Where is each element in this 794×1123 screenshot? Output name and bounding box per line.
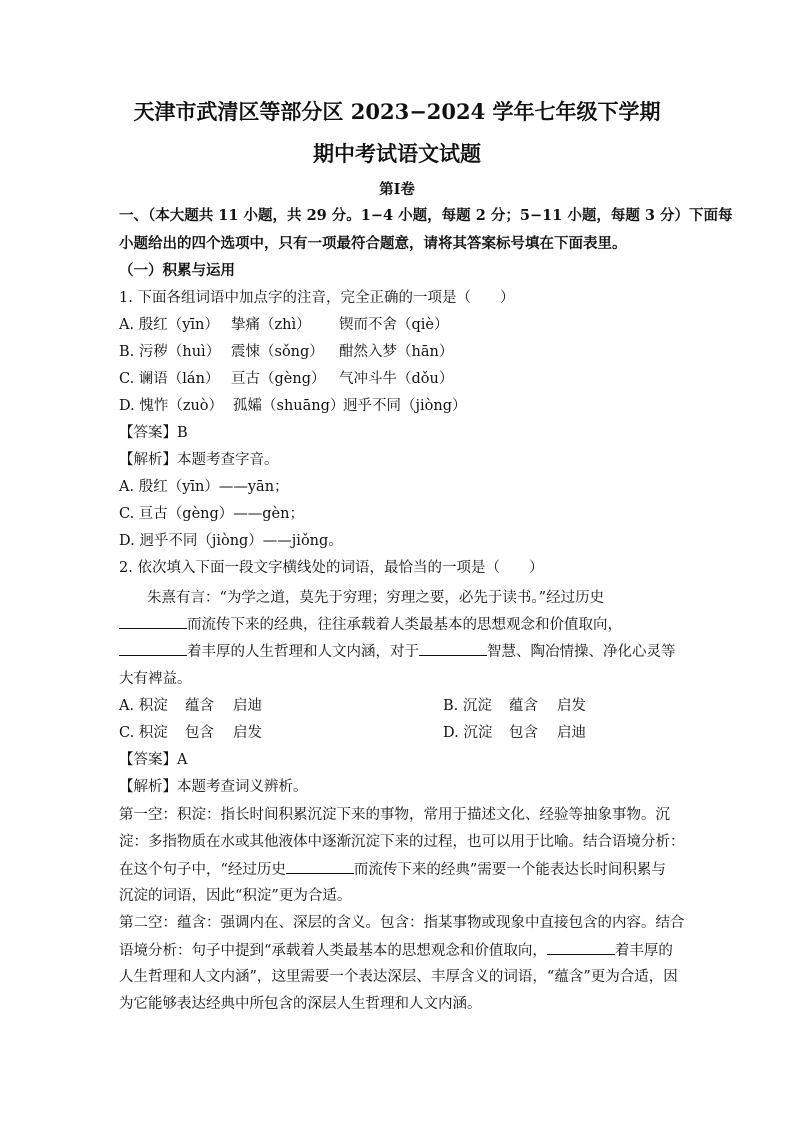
q2-c-word2: 包含 [185, 725, 214, 741]
answer-blank [286, 859, 354, 874]
q1-a-word3: 锲而不舍（qiè） [339, 317, 449, 333]
q2-passage-line2-text: 而流传下来的经典，往往承载着人类最基本的思想观念和价值取向， [187, 617, 622, 633]
q2-blank1-line3 [119, 859, 666, 880]
q2-d-word3: 启迪 [557, 725, 586, 741]
q1-d-word1: D. 愧怍（zuò） [119, 398, 224, 414]
q2-passage-line3-mid: 着丰厚的人生哲理和人文内涵，对于 [187, 644, 419, 660]
q1-c-word2: 亘古（gèng） [231, 371, 326, 387]
q1-d-word2: 孤孀（shuāng） [233, 398, 345, 414]
q2-blank2-line2-tail: 着丰厚的 [614, 943, 673, 959]
q2-passage-line2 [119, 614, 622, 635]
q2-b-word2: 蕴含 [509, 698, 538, 714]
q2-blank2-line4: 为它能够表达经典中所包含的深层人生哲理和人文内涵。 [119, 996, 482, 1012]
q2-blank1-line2: 淀：多指物质在水或其他液体中逐渐沉淀下来的过程，也可以用于比喻。结合语境分析： [119, 834, 685, 850]
q2-passage-line1: 朱熹有言：“为学之道，莫先于穷理；穷理之要，必先于读书。”经过历史 [147, 590, 605, 606]
answer-blank [119, 641, 187, 656]
q2-blank2-line2 [119, 940, 673, 961]
q1-note-c: C. 亘古（gèng）——gèn； [119, 506, 304, 522]
q1-analysis: 【解析】本题考查字音。 [119, 452, 279, 468]
q1-d-word3: 迥乎不同（jiòng） [343, 398, 467, 414]
q2-a-word3: 启迪 [233, 698, 262, 714]
doc-title-line1: 天津市武清区等部分区 2023−2024 学年七年级下学期 [133, 99, 661, 124]
q2-answer: 【答案】A [119, 752, 188, 768]
q1-answer: 【答案】B [119, 425, 188, 441]
doc-title-line2: 期中考试语文试题 [313, 141, 481, 166]
answer-blank [119, 614, 187, 629]
q2-c-word3: 启发 [233, 725, 262, 741]
subsection-heading: （一）积累与运用 [119, 262, 235, 279]
q2-c-word1: C. 积淀 [119, 725, 168, 741]
answer-blank [547, 940, 615, 955]
q2-stem: 2. 依次填入下面一段文字横线处的词语，最恰当的一项是（ ） [119, 560, 544, 576]
section-intro-line2: 小题给出的四个选项中，只有一项最符合题意，请将其答案标号填在下面表里。 [119, 235, 627, 252]
q2-passage-line3-tail: 智慧、陶冶情操、净化心灵等 [487, 644, 676, 660]
q1-b-word2: 震悚（sǒng） [231, 344, 324, 360]
q2-blank2-line1: 第二空：蕴含：强调内在、深层的含义。包含：指某事物或现象中直接包含的内容。结合 [119, 915, 685, 931]
q2-blank2-line2-head: 语境分析：句子中提到“承载着人类最基本的思想观念和价值取向， [119, 943, 547, 959]
q1-c-word3: 气冲斗牛（dǒu） [339, 371, 454, 387]
answer-blank [419, 641, 487, 656]
q2-blank1-line1: 第一空：积淀：指长时间积累沉淀下来的事物，常用于描述文化、经验等抽象事物。沉 [119, 807, 670, 823]
q1-b-word3: 酣然入梦（hān） [339, 344, 454, 360]
q1-b-word1: B. 污秽（huì） [119, 344, 221, 360]
q2-b-word3: 启发 [557, 698, 586, 714]
q2-analysis: 【解析】本题考查词义辨析。 [119, 779, 308, 795]
q1-stem: 1. 下面各组词语中加点字的注音，完全正确的一项是（ ） [119, 290, 515, 306]
q2-b-word1: B. 沉淀 [443, 698, 492, 714]
q2-a-word1: A. 积淀 [119, 698, 168, 714]
q1-a-word2: 挚痛（zhì） [231, 317, 311, 333]
q2-passage-line3 [119, 641, 676, 662]
q1-note-d: D. 迥乎不同（jiòng）——jiǒng。 [119, 533, 343, 549]
q2-d-word2: 包含 [509, 725, 538, 741]
q2-a-word2: 蕴含 [185, 698, 214, 714]
section-intro-line1: 一、（本大题共 11 小题，共 29 分。1−4 小题，每题 2 分；5−11 小题，每题 3 分）下面每 [119, 207, 733, 224]
q2-blank1-line3-head: 在这个句子中，“经过历史 [119, 862, 286, 878]
q2-blank2-line3: 人生哲理和人文内涵”，这里需要一个表达深层、丰厚含义的词语，“蕴含”更为合适，因 [119, 969, 678, 985]
q1-note-a: A. 殷红（yīn）——yān； [119, 479, 289, 495]
q2-blank1-line3-tail: 而流传下来的经典”需要一个能表达长时间积累与 [353, 862, 666, 878]
q1-c-word1: C. 谰语（lán） [119, 371, 220, 387]
volume-label: 第Ⅰ卷 [379, 181, 415, 198]
q2-d-word1: D. 沉淀 [443, 725, 493, 741]
q2-passage-line4: 大有裨益。 [119, 671, 192, 687]
q2-blank1-line4: 沉淀的词语，因此“积淀”更为合适。 [119, 888, 352, 904]
q1-a-word1: A. 殷红（yīn） [119, 317, 219, 333]
